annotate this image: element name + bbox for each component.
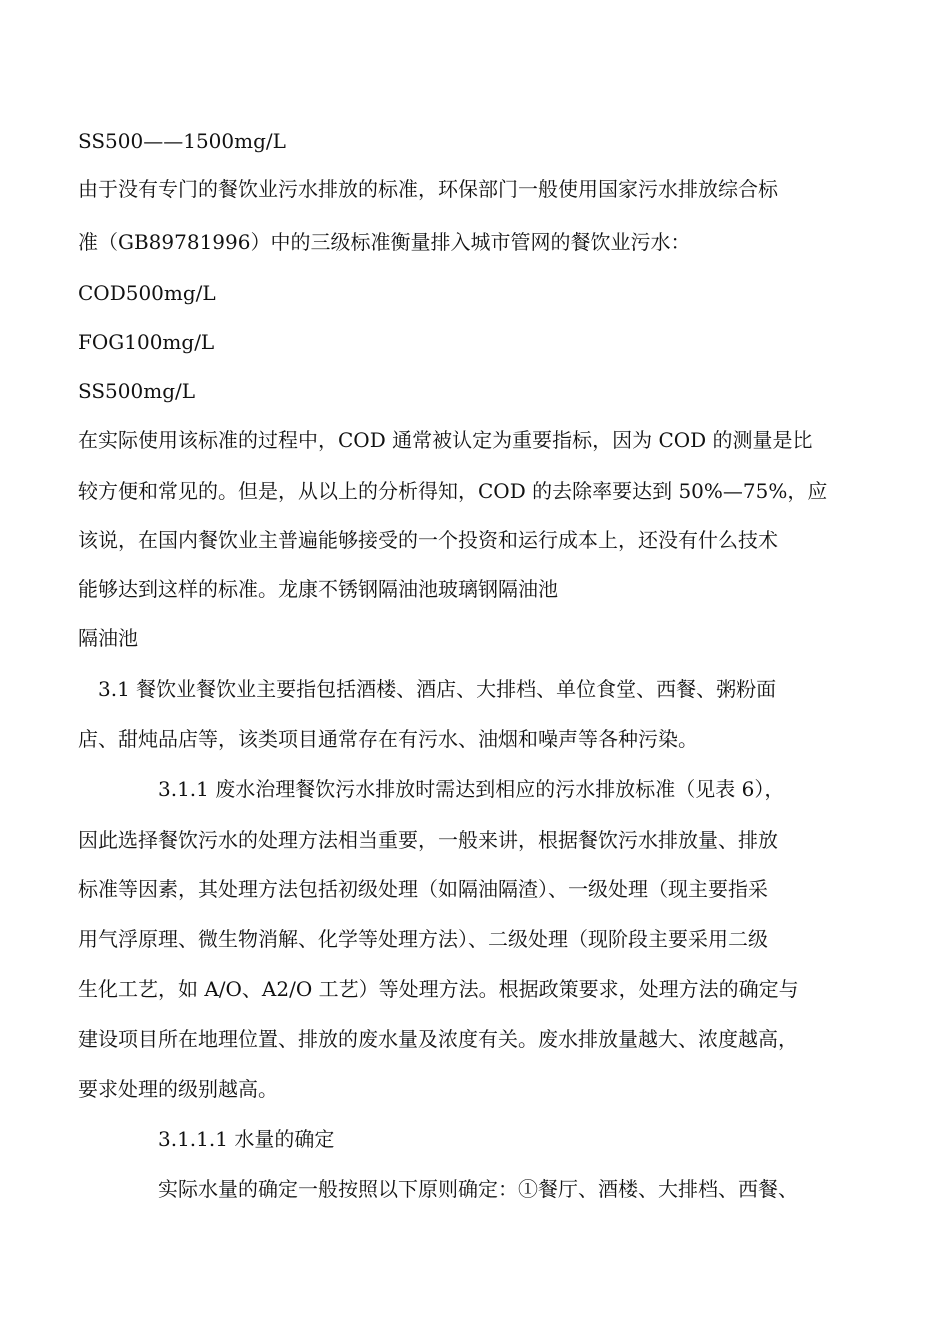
section-3-1-1-1-heading: 3.1.1.1 水量的确定 bbox=[158, 1127, 335, 1151]
text-line: 较方便和常见的。但是，从以上的分析得知，COD 的去除率要达到 50%—75%，应 bbox=[78, 479, 828, 503]
text-line-heading: 隔油池 bbox=[78, 626, 138, 650]
text-line: 店、甜炖品店等，该类项目通常存在有污水、油烟和噪声等各种污染。 bbox=[78, 727, 698, 751]
text-line: 标准等因素，其处理方法包括初级处理（如隔油隔渣）、一级处理（现主要指采 bbox=[78, 877, 768, 901]
text-line-fog: FOG100mg/L bbox=[78, 330, 215, 354]
text-line: 能够达到这样的标准。龙康不锈钢隔油池玻璃钢隔油池 bbox=[78, 577, 558, 601]
text-line: 建设项目所在地理位置、排放的废水量及浓度有关。废水排放量越大、浓度越高， bbox=[78, 1027, 798, 1051]
text-line: 生化工艺，如 A/O、A2/O 工艺）等处理方法。根据政策要求，处理方法的确定与 bbox=[78, 977, 799, 1001]
text-line: 用气浮原理、微生物消解、化学等处理方法）、二级处理（现阶段主要采用二级 bbox=[78, 927, 768, 951]
section-3-1-line: 3.1 餐饮业餐饮业主要指包括酒楼、酒店、大排档、单位食堂、西餐、粥粉面 bbox=[98, 677, 777, 701]
text-line: 准（GB89781996）中的三级标准衡量排入城市管网的餐饮业污水： bbox=[78, 230, 691, 254]
text-line: 实际水量的确定一般按照以下原则确定：①餐厅、酒楼、大排档、西餐、 bbox=[158, 1177, 798, 1201]
section-3-1-1-line: 3.1.1 废水治理餐饮污水排放时需达到相应的污水排放标准（见表 6）， bbox=[158, 777, 785, 801]
text-line: 因此选择餐饮污水的处理方法相当重要，一般来讲，根据餐饮污水排放量、排放 bbox=[78, 828, 778, 852]
text-line: 由于没有专门的餐饮业污水排放的标准，环保部门一般使用国家污水排放综合标 bbox=[78, 177, 778, 201]
text-line: 要求处理的级别越高。 bbox=[78, 1077, 278, 1101]
text-line-cod: COD500mg/L bbox=[78, 281, 216, 305]
text-line: 在实际使用该标准的过程中，COD 通常被认定为重要指标，因为 COD 的测量是比 bbox=[78, 428, 813, 452]
text-line-ss-range: SS500——1500mg/L bbox=[78, 129, 286, 153]
text-line-ss: SS500mg/L bbox=[78, 379, 196, 403]
text-line: 该说，在国内餐饮业主普遍能够接受的一个投资和运行成本上，还没有什么技术 bbox=[78, 528, 778, 552]
